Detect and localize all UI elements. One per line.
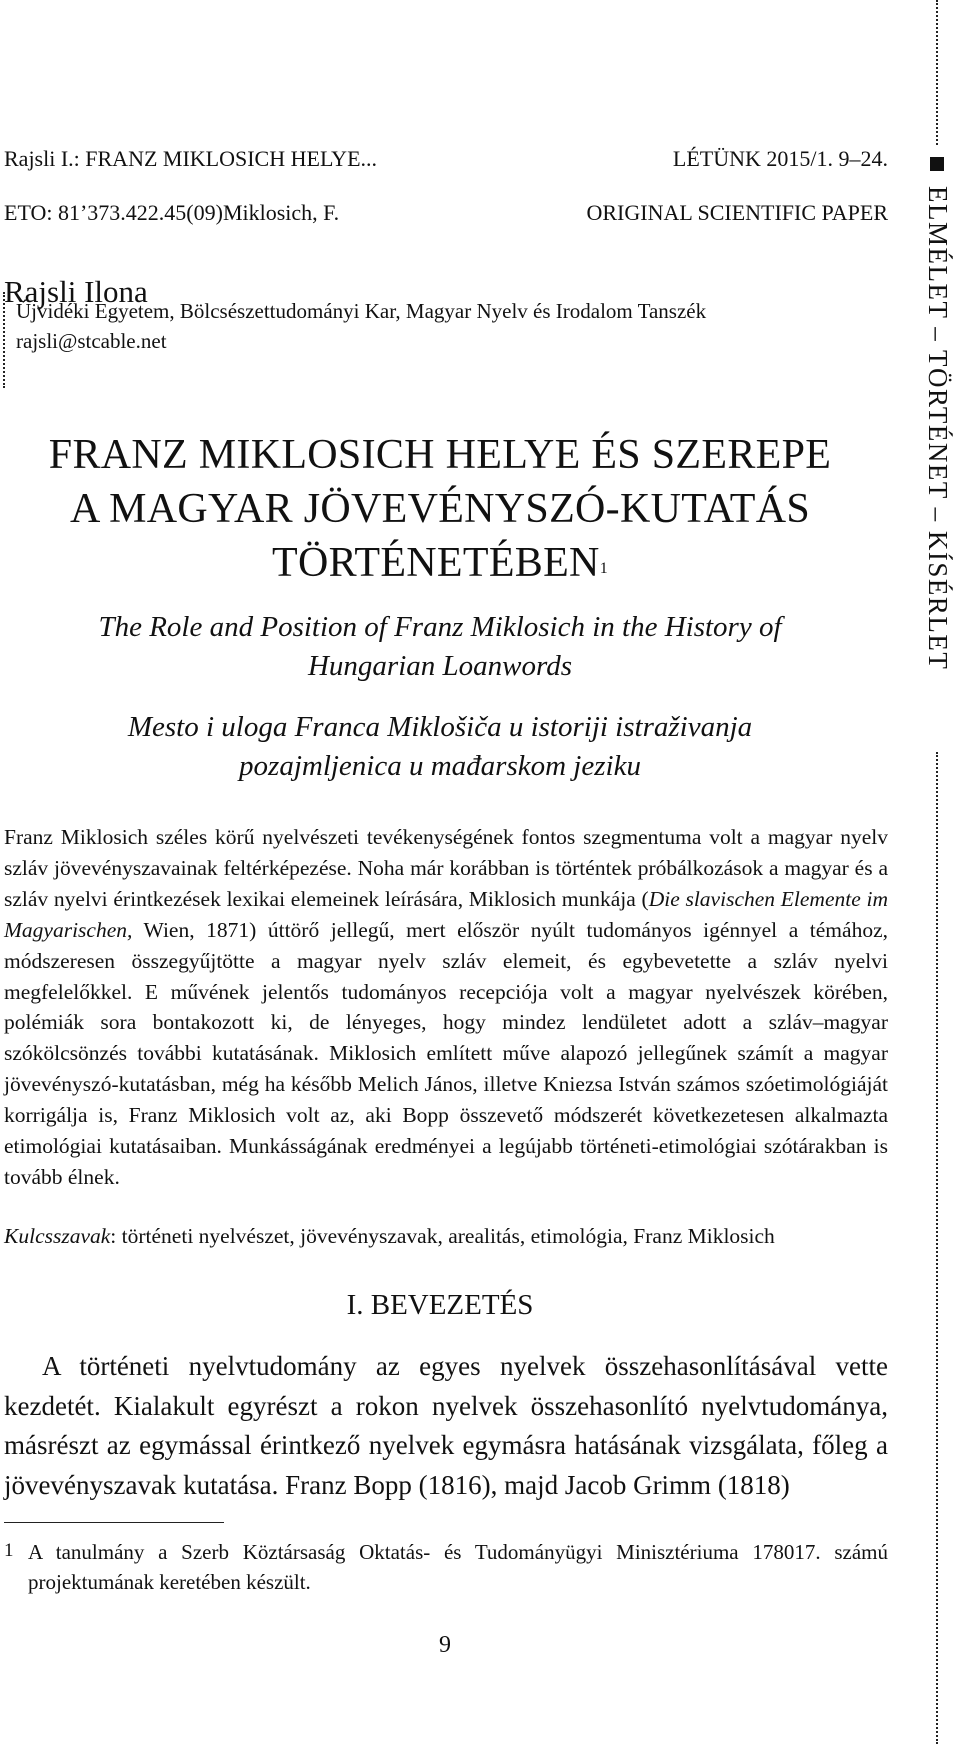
page-number: 9 [439, 1632, 451, 1658]
sidebar-dotted-line-top [936, 0, 938, 145]
abstract-part-1: Franz Miklosich széles körű nyelvészeti tevékenységének fontos szegmentuma volt a magyar nyelv szláv jövevényszavainak feltérképezése. Noha már korábban is történtek próbálkozások a magyar és a szláv nyelvi érintkezések lexikai elemeinek leírására, Miklosich munkája ( [4, 825, 888, 911]
title-line-1: FRANZ MIKLOSICH HELYE ÉS SZEREPE [48, 432, 832, 478]
abstract [4, 822, 888, 1193]
english-subtitle: The Role and Position of Franz Miklosich in the History of Hungarian Loanwords [98, 611, 782, 682]
author-email[interactable]: rajsli@stcable.net [16, 329, 167, 353]
keywords-label: Kulcsszavak [4, 1224, 111, 1248]
author-affiliation: Újvidéki Egyetem, Bölcsészettudományi Kar, Magyar Nyelv és Irodalom Tanszék [16, 299, 707, 323]
sidebar-section-label: ELMÉLET – TÖRTÉNET – KÍSÉRLET [923, 186, 953, 671]
paper-type: ORIGINAL SCIENTIFIC PAPER [586, 200, 888, 225]
sidebar-square-marker [930, 157, 944, 171]
keywords [4, 1221, 888, 1251]
sidebar-label-wrap [920, 186, 956, 746]
footnote-rule [4, 1522, 224, 1523]
author-name: Rajsli Ilona [4, 274, 148, 309]
sidebar-dotted-line-bottom [936, 752, 938, 1744]
keywords-separator: : [110, 1224, 122, 1248]
title-line-3-text: TÖRTÉNETÉBEN [272, 540, 600, 586]
serbian-subtitle: Mesto i uloga Franca Miklošiča u istoriji istraživanja pozajmljenica u mađarskom jeziku [127, 711, 753, 782]
footnote-text: A tanulmány a Szerb Köztársaság Oktatás- és Tudományügyi Minisztériuma 178017. számú projektumának keretében készült. [28, 1540, 888, 1594]
title-line-3 [40, 536, 840, 590]
udc-code: ETO: 81’373.422.45(09)Miklosich, F. [4, 200, 340, 225]
abstract-part-2: Wien, 1871) úttörő jellegű, mert először nyúlt tudományos igénnyel a témához, módszeresen összegyűjtötte a magyar nyelv szláv elemeit, és egybevetette a szláv nyelvi megfelelőkkel. E művének jelentős tudományos recepciója volt a magyar nyelvészek körében, polémiák sora bontakozott ki, de lényeges, hogy mindez lendületet adott a szláv–magyar szókölcsönzés további kutatásának. Miklosich említett műve alapozó jellegűnek számít a magyar jövevényszó-kutatásban, még ha később Melich János, illetve Kniezsa István számos szóetimológiáját korrigálja is, Franz Miklosich volt az, aki Bopp összevető módszerét következetesen alkalmazta etimológiai kutatásaiban. Munkásságának eredményei a legújabb történeti-etimológiai szótárakban is tovább élnek. [4, 917, 888, 1189]
title-line-2: A MAGYAR JÖVEVÉNYSZÓ-KUTATÁS [69, 486, 811, 532]
footnote-number: 1 [4, 1540, 14, 1561]
running-title: Rajsli I.: FRANZ MIKLOSICH HELYE... [4, 146, 378, 171]
paper-title [40, 428, 840, 590]
title-footnote-ref[interactable]: 1 [599, 560, 608, 577]
journal-reference: LÉTÜNK 2015/1. 9–24. [672, 146, 888, 171]
cited-work-title: Die slavischen Elemente im Magyarischen, [4, 886, 888, 942]
keywords-list: történeti nyelvészet, jövevényszavak, arealitás, etimológia, Franz Miklosich [121, 1224, 775, 1248]
section-heading: I. BEVEZETÉS [346, 1289, 534, 1321]
affiliation-border [3, 292, 5, 388]
intro-paragraph: A történeti nyelvtudomány az egyes nyelvek összehasonlításával vette kezdetét. Kialakult egyrészt a rokon nyelvek összehasonlító nyelvtudománya, másrészt az egymással érintkező nyelvek egymásra hatásának vizsgálata, főleg a jövevényszavak kutatása. Franz Bopp (1816), majd Jacob Grimm (1818) [4, 1351, 888, 1500]
